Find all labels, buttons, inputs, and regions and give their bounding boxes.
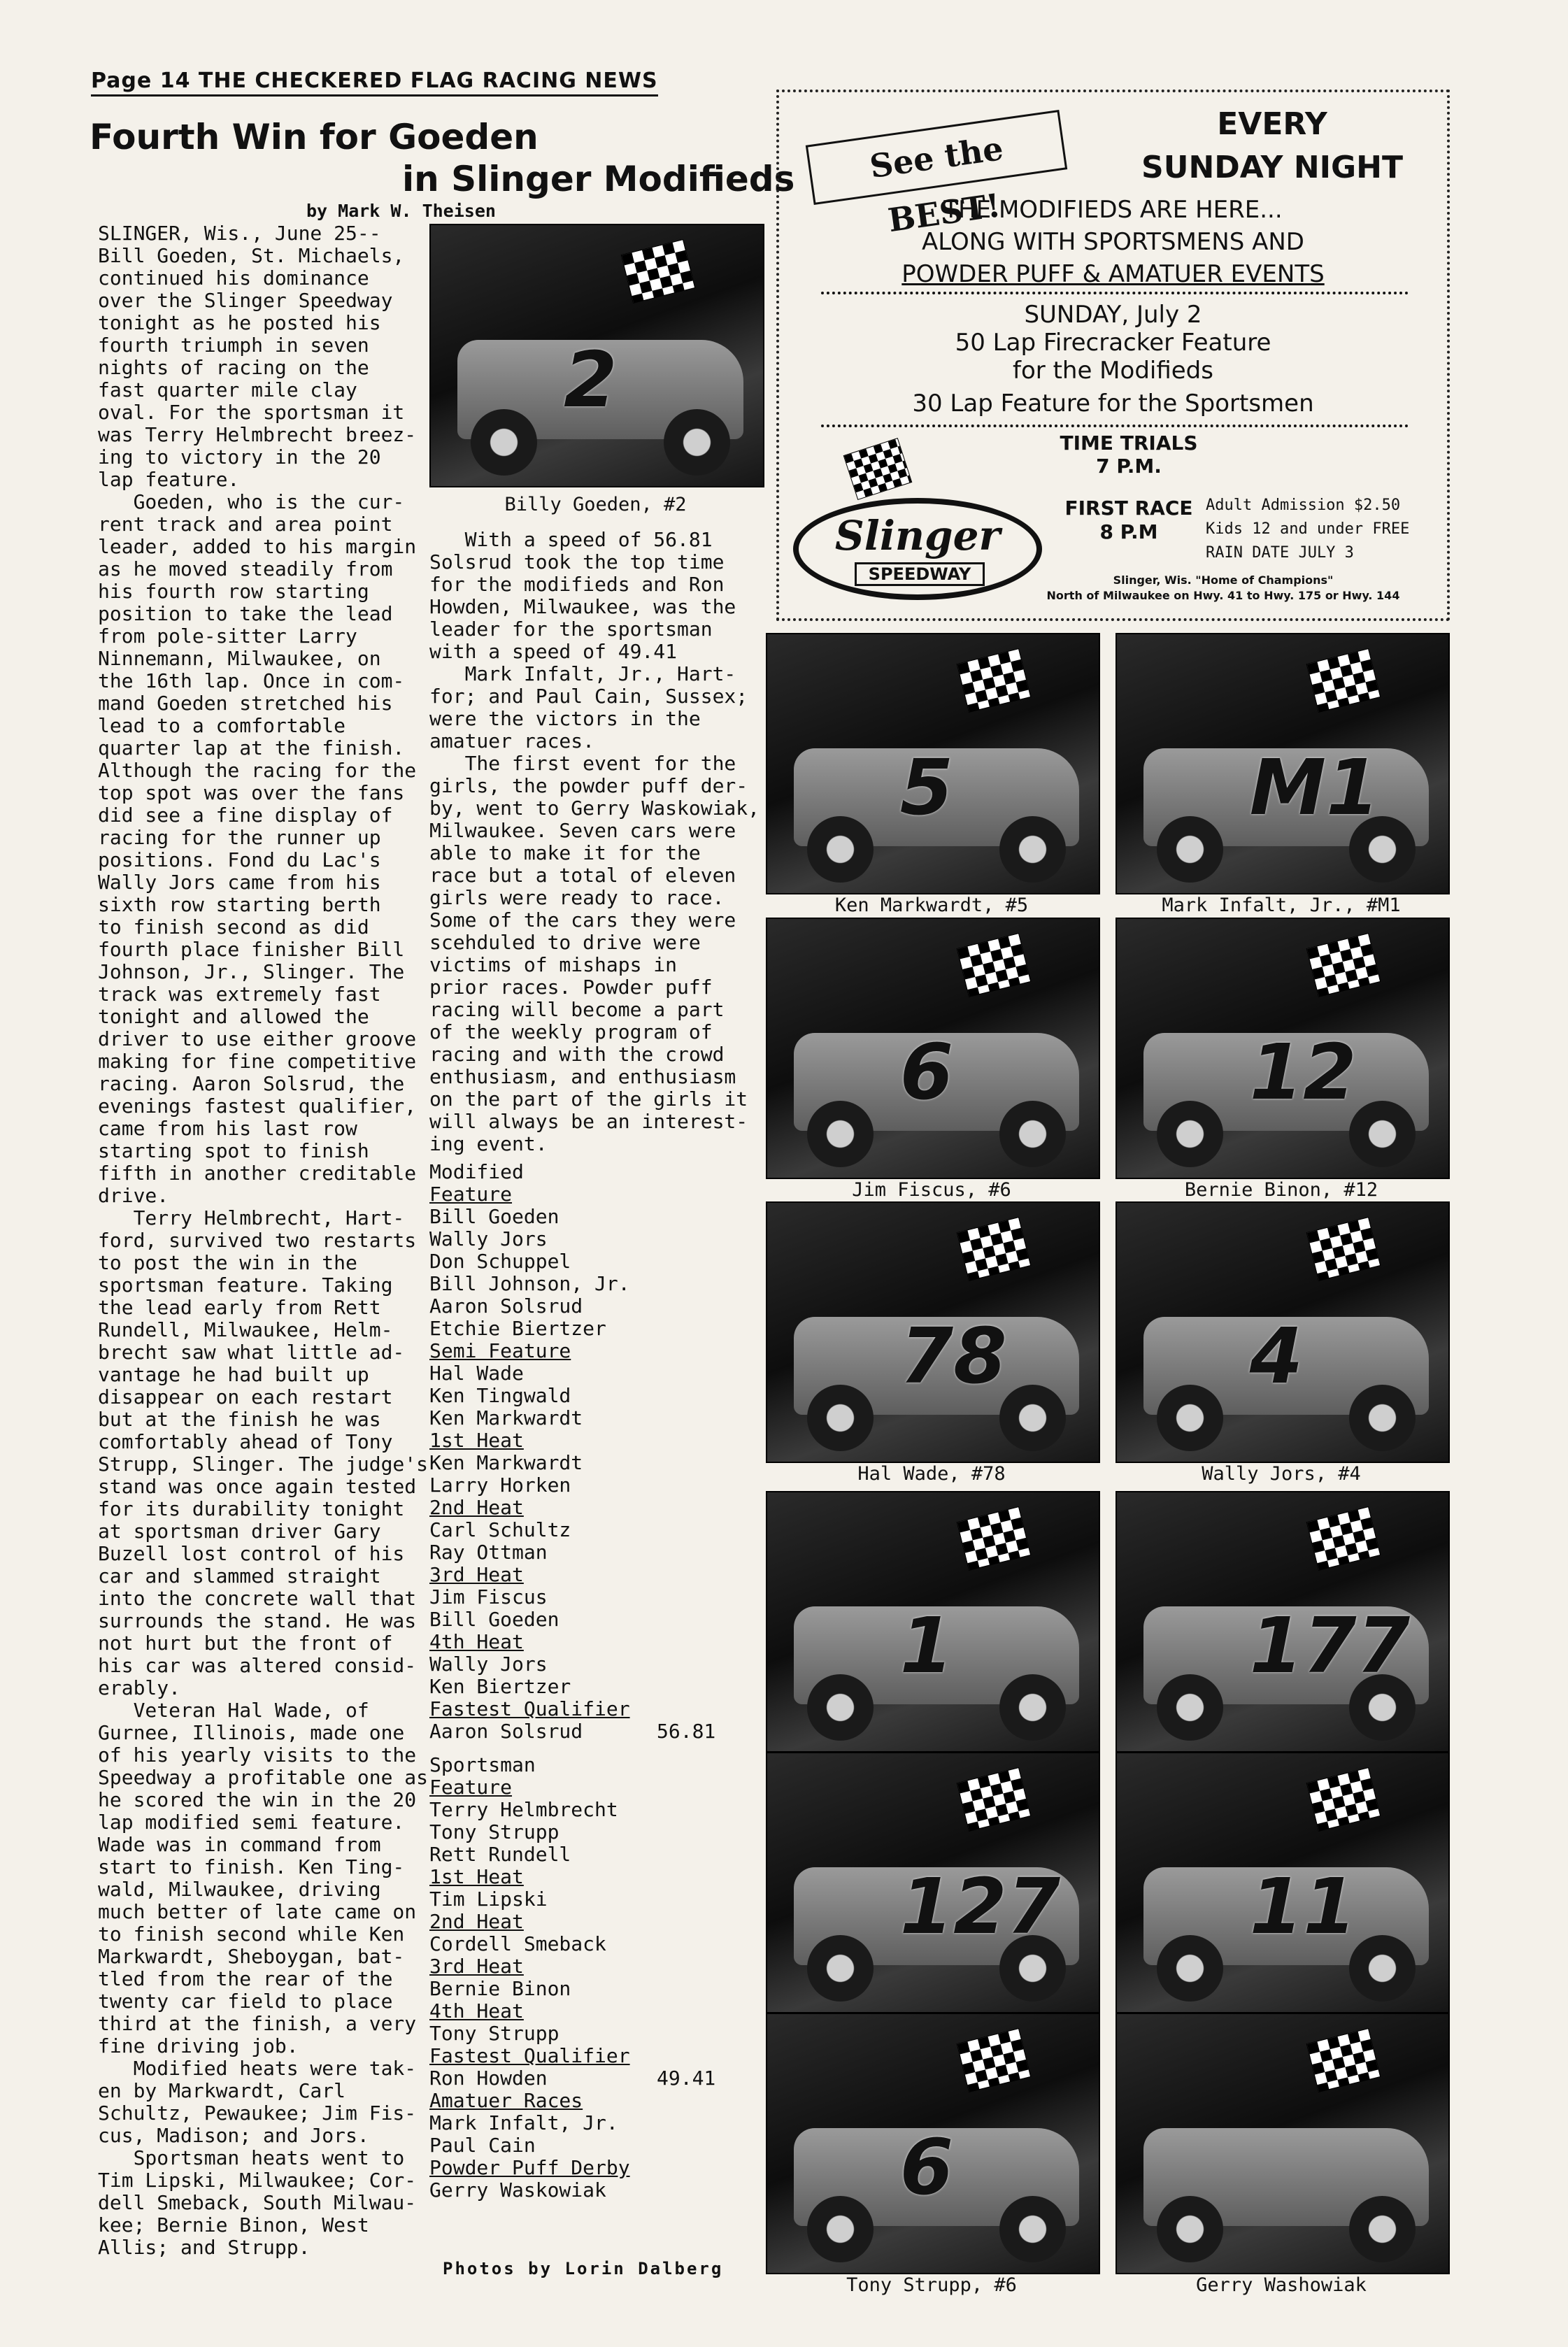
- result-text: 1st Heat: [429, 1865, 524, 1888]
- result-line: [429, 1497, 737, 1519]
- ad-date: SUNDAY, July 2: [1024, 301, 1202, 329]
- logo-word: Slinger: [834, 512, 1001, 559]
- result-text: Ken Markwardt: [429, 1406, 583, 1429]
- result-line: [429, 1340, 737, 1362]
- result-text: Ken Markwardt: [429, 1451, 583, 1474]
- result-text: Paul Cain: [429, 2134, 536, 2157]
- ad-divider: [821, 425, 1409, 427]
- car-number: 2: [564, 334, 618, 425]
- result-line: [429, 1698, 737, 1720]
- car-wheel: [807, 816, 874, 883]
- result-text: 2nd Heat: [429, 1910, 524, 1933]
- ad-every: EVERY: [1217, 106, 1327, 142]
- result-text: Wally Jors: [429, 1227, 548, 1250]
- checkered-flag-icon: [956, 1217, 1031, 1281]
- ad-sportsmen: 30 Lap Feature for the Sportsmen: [912, 390, 1314, 418]
- result-text: Fastest Qualifier: [429, 2044, 630, 2067]
- lead-photo-caption: Billy Goeden, #2: [504, 494, 687, 515]
- result-line: [429, 1608, 737, 1631]
- photo-caption: Bernie Binon, #12: [1184, 1179, 1378, 1201]
- car-wheel: [1157, 1385, 1223, 1451]
- result-text: 1st Heat: [429, 1429, 524, 1452]
- car-number: 6: [899, 1027, 954, 1118]
- result-line: [429, 2134, 737, 2157]
- car-number: 127: [899, 1862, 1061, 1952]
- article-column-2: With a speed of 56.81 Solsrud took the top time for the modifieds and Ron Howden, Milwaukee, was the leader for the sportsman with a speed of 49.41 Mark Infalt, Jr., Hart- for; and Paul Cain, Sussex; were the victors in the amatuer races. The first event for the girls, the powder puff der- by, went to Gerry Waskowiak, Milwaukee. Seven cars were able to make it for the race but a total of eleven girls were ready to race. Some of the cars they were scehduled to drive were victims of mishaps in prior races. Powder puff racing will become a part of the weekly program of racing and with the crowd enthusiasm, and enthusiasm on the part of the girls it will always be an interest- ing event.: [429, 528, 760, 1155]
- result-line: [429, 1743, 737, 1754]
- car-wheel: [999, 1101, 1066, 1167]
- ad-time-trials-time: 7 P.M.: [1096, 455, 1162, 478]
- car-wheel: [664, 409, 730, 476]
- result-line: [429, 2000, 737, 2023]
- race-photo: [766, 918, 1100, 1179]
- car-wheel: [999, 1674, 1066, 1741]
- race-photo: [766, 633, 1100, 894]
- ad-firecracker-2: for the Modifieds: [1013, 357, 1213, 385]
- ad-line-1: THE MODIFIEDS ARE HERE...: [943, 196, 1283, 224]
- article-column-1: SLINGER, Wis., June 25-- Bill Goeden, St. Michaels, continued his dominance over the Slinger Speedway tonight as he posted his fourth triumph in seven nights of racing on the fast quarter mile clay oval. For the sportsman it was Terry Helmbrecht breez- ing to victory in the 20 lap feature. Goeden, who is the cur- rent track and area point leader, added to his margin as he moved steadily from his fourth row starting position to take the lead from pole-sitter Larry Ninnemann, Milwaukee, on the 16th lap. Once in com- mand Goeden stretched his lead to a comfortable quarter lap at the finish. Although the racing for the top spot was over the fans did see a fine display of racing for the runner up positions. Fond du Lac's Wally Jors came from his sixth row starting berth to finish second as did fourth place finisher Bill Johnson, Jr., Slinger. The track was extremely fast tonight and allowed the driver to use either groove making for fine competitive racing. Aaron Solsrud, the evenings fastest qualifier, came from his last row starting spot to finish fifth in another creditable drive. Terry Helmbrecht, Hart- ford, survived two restarts to post the win in the sportsman feature. Taking the lead early from Rett Rundell, Milwaukee, Helm- brecht saw what little ad- vantage he had built up disappear on each restart but at the finish he was comfortably ahead of Tony Strupp, Slinger. The judge's stand was once again tested for its durability tonight at sportsman driver Gary Buzell lost control of his car and slammed straight into the concrete wall that surrounds the stand. He was not hurt but the front of his car was altered consid- erably. Veteran Hal Wade, of Gurnee, Illinois, made one of his yearly visits to the Speedway a profitable one as he scored the win in the 20 lap modified semi feature. Wade was in command from start to finish. Ken Ting- wald, Milwaukee, driving much better of late came on to finish second while Ken Markwardt, Sheboygan, bat- tled from the rear of the twenty car field to place third at the finish, a very fine driving job. Modified heats were tak- en by Markwardt, Carl Schultz, Pewaukee; Jim Fis- cus, Madison; and Jors. Sportsman heats went to Tim Lipski, Milwaukee; Cor- dell Smeback, South Milwau- kee; Bernie Binon, West Allis; and Strupp.: [98, 222, 429, 2259]
- speedway-ad: [776, 90, 1450, 621]
- result-line: [429, 1273, 737, 1295]
- checkered-flag-icon: [620, 239, 695, 304]
- result-line: [429, 1978, 737, 2000]
- car-number: M1: [1249, 743, 1380, 833]
- result-text: 4th Heat: [429, 1999, 524, 2023]
- race-photo: [1116, 1752, 1450, 2013]
- result-line: [429, 1933, 737, 1955]
- result-speed: 49.41: [657, 2067, 716, 2090]
- result-text: Hal Wade: [429, 1362, 524, 1385]
- car-wheel: [1157, 816, 1223, 883]
- result-line: [429, 1362, 737, 1385]
- photo-caption: Wally Jors, #4: [1202, 1463, 1361, 1485]
- result-text: Feature: [429, 1776, 513, 1799]
- car-wheel: [1157, 1935, 1223, 2002]
- result-text: Ron Howden: [429, 2067, 548, 2090]
- result-line: [429, 1161, 737, 1183]
- ad-first-race: FIRST RACE: [1064, 497, 1193, 520]
- car-wheel: [1349, 1385, 1416, 1451]
- car-wheel: [1157, 1101, 1223, 1167]
- car-number: 78: [899, 1311, 1007, 1401]
- photo-caption: Ken Markwardt, #5: [834, 894, 1029, 916]
- car-number: 12: [1249, 1027, 1357, 1118]
- result-line: [429, 1586, 737, 1608]
- result-line: [429, 1955, 737, 1978]
- result-line: [429, 1407, 737, 1429]
- result-text: Carl Schultz: [429, 1518, 571, 1541]
- car-wheel: [1157, 2196, 1223, 2262]
- result-line: [429, 1720, 737, 1743]
- result-text: Feature: [429, 1183, 513, 1206]
- lead-photo: [429, 224, 764, 487]
- ad-kids: Kids 12 and under FREE: [1206, 520, 1410, 538]
- result-text: Sportsman: [429, 1753, 536, 1776]
- car-number: 4: [1249, 1311, 1304, 1401]
- checkered-flag-icon: [1306, 648, 1381, 713]
- race-photo: [1116, 1201, 1450, 1463]
- result-line: [429, 1318, 737, 1340]
- checkered-flag-icon: [1306, 1217, 1381, 1281]
- result-text: Semi Feature: [429, 1339, 571, 1362]
- result-line: [429, 1385, 737, 1407]
- checkered-flag-icon: [843, 438, 913, 500]
- article-title-line2: in Slinger Modifieds: [402, 159, 795, 199]
- checkered-flag-icon: [956, 1506, 1031, 1571]
- result-line: [429, 1183, 737, 1206]
- article-title-line1: Fourth Win for Goeden: [90, 117, 539, 157]
- result-text: Etchie Biertzer: [429, 1317, 606, 1340]
- checkered-flag-icon: [956, 933, 1031, 997]
- result-line: [429, 1888, 737, 1911]
- ad-home: Slinger, Wis. "Home of Champions": [1113, 573, 1334, 587]
- result-line: [429, 1653, 737, 1676]
- race-photo: [766, 2013, 1100, 2274]
- slinger-logo: [793, 498, 1042, 600]
- photo-caption: Jim Fiscus, #6: [852, 1179, 1011, 1201]
- logo-sub: SPEEDWAY: [855, 562, 985, 586]
- race-photo: [1116, 918, 1450, 1179]
- result-line: [429, 2023, 737, 2045]
- car-wheel: [807, 1674, 874, 1741]
- checkered-flag-icon: [956, 648, 1031, 713]
- ad-divider: [821, 292, 1409, 294]
- result-text: Larry Horken: [429, 1474, 571, 1497]
- checkered-flag-icon: [1306, 1767, 1381, 1832]
- checkered-flag-icon: [956, 2028, 1031, 2092]
- result-line: [429, 1564, 737, 1586]
- result-line: [429, 1519, 737, 1541]
- result-line: [429, 1452, 737, 1474]
- result-line: [429, 1631, 737, 1653]
- car-wheel: [1349, 1935, 1416, 2002]
- checkered-flag-icon: [1306, 1506, 1381, 1571]
- result-line: [429, 1250, 737, 1273]
- race-photo: [1116, 1491, 1450, 1753]
- photo-credit: Photos by Lorin Dalberg: [443, 2259, 724, 2278]
- result-line: [429, 1799, 737, 1821]
- car-wheel: [471, 409, 537, 476]
- car-wheel: [999, 2196, 1066, 2262]
- ad-line-2: ALONG WITH SPORTSMENS AND: [922, 228, 1304, 256]
- result-line: [429, 2179, 737, 2202]
- car-wheel: [807, 1935, 874, 2002]
- ad-rain-date: RAIN DATE JULY 3: [1206, 544, 1354, 562]
- car-number: 6: [899, 2123, 954, 2213]
- result-line: [429, 1429, 737, 1452]
- result-text: Ray Ottman: [429, 1541, 548, 1564]
- checkered-flag-icon: [1306, 933, 1381, 997]
- car-number: 5: [899, 743, 954, 833]
- ad-admission: Adult Admission $2.50: [1206, 497, 1401, 514]
- result-line: [429, 1911, 737, 1933]
- result-text: 3rd Heat: [429, 1563, 524, 1586]
- result-text: Jim Fiscus: [429, 1585, 548, 1608]
- result-text: Wally Jors: [429, 1653, 548, 1676]
- result-text: Powder Puff Derby: [429, 2156, 630, 2179]
- result-line: [429, 1843, 737, 1866]
- result-line: [429, 1228, 737, 1250]
- result-text: Bill Goeden: [429, 1608, 560, 1631]
- result-line: [429, 2090, 737, 2112]
- result-line: [429, 1754, 737, 1776]
- ad-firecracker-1: 50 Lap Firecracker Feature: [955, 329, 1271, 357]
- checkered-flag-icon: [956, 1767, 1031, 1832]
- photo-caption: Tony Strupp, #6: [846, 2274, 1017, 2296]
- car-wheel: [1349, 2196, 1416, 2262]
- result-line: [429, 1295, 737, 1318]
- result-line: [429, 1776, 737, 1799]
- result-text: Don Schuppel: [429, 1250, 571, 1273]
- result-line: [429, 2067, 737, 2090]
- result-text: Ken Biertzer: [429, 1675, 571, 1698]
- result-text: Aaron Solsrud: [429, 1720, 583, 1743]
- page-header: Page 14 THE CHECKERED FLAG RACING NEWS: [91, 69, 658, 97]
- result-line: [429, 2112, 737, 2134]
- result-text: Terry Helmbrecht: [429, 1798, 618, 1821]
- result-text: Gerry Waskowiak: [429, 2178, 606, 2202]
- ad-time-trials: TIME TRIALS: [1060, 431, 1198, 455]
- see-best-banner: See the BEST!: [806, 110, 1067, 205]
- result-text: Cordell Smeback: [429, 1932, 606, 1955]
- race-photo: [1116, 2013, 1450, 2274]
- result-text: 4th Heat: [429, 1630, 524, 1653]
- ad-first-race-time: 8 P.M: [1099, 520, 1158, 543]
- photo-caption: Gerry Washowiak: [1196, 2274, 1367, 2296]
- photo-caption: Mark Infalt, Jr., #M1: [1162, 894, 1401, 916]
- result-text: 2nd Heat: [429, 1496, 524, 1519]
- result-text: Rett Rundell: [429, 1843, 571, 1866]
- race-photo: [766, 1491, 1100, 1753]
- photo-caption: Hal Wade, #78: [857, 1463, 1006, 1485]
- result-text: Tony Strupp: [429, 1820, 560, 1843]
- car-wheel: [807, 1385, 874, 1451]
- result-text: Mark Infalt, Jr.: [429, 2111, 618, 2134]
- result-line: [429, 1866, 737, 1888]
- result-text: Modified: [429, 1160, 524, 1183]
- results-list: [429, 1161, 737, 2202]
- result-line: [429, 2157, 737, 2179]
- race-photo: [766, 1201, 1100, 1463]
- result-text: 3rd Heat: [429, 1955, 524, 1978]
- car-wheel: [1349, 1101, 1416, 1167]
- result-speed: 56.81: [657, 1720, 716, 1743]
- result-line: [429, 2045, 737, 2067]
- result-line: [429, 1676, 737, 1698]
- car-number: 177: [1249, 1601, 1411, 1691]
- ad-sunday-night: SUNDAY NIGHT: [1141, 150, 1403, 185]
- car-number: 11: [1249, 1862, 1357, 1952]
- race-photo: [1116, 633, 1450, 894]
- result-text: Ken Tingwald: [429, 1384, 571, 1407]
- result-text: Bernie Binon: [429, 1977, 571, 2000]
- byline: by Mark W. Theisen: [306, 201, 496, 221]
- car-wheel: [807, 2196, 874, 2262]
- result-text: Fastest Qualifier: [429, 1697, 630, 1720]
- result-line: [429, 1821, 737, 1843]
- result-text: Tony Strupp: [429, 2022, 560, 2045]
- car-wheel: [1157, 1674, 1223, 1741]
- result-text: Amatuer Races: [429, 2089, 583, 2112]
- car-wheel: [999, 816, 1066, 883]
- car-number: 1: [899, 1601, 954, 1691]
- result-text: Aaron Solsrud: [429, 1294, 583, 1318]
- ad-line-3: POWDER PUFF & AMATUER EVENTS: [901, 260, 1325, 288]
- ad-directions: North of Milwaukee on Hwy. 41 to Hwy. 175 or Hwy. 144: [1046, 589, 1400, 602]
- result-text: Bill Goeden: [429, 1205, 560, 1228]
- car-wheel: [807, 1101, 874, 1167]
- race-photo: [766, 1752, 1100, 2013]
- result-text: Bill Johnson, Jr.: [429, 1272, 630, 1295]
- result-line: [429, 1206, 737, 1228]
- result-line: [429, 1474, 737, 1497]
- result-line: [429, 1541, 737, 1564]
- result-text: Tim Lipski: [429, 1888, 548, 1911]
- checkered-flag-icon: [1306, 2028, 1381, 2092]
- car-wheel: [999, 1385, 1066, 1451]
